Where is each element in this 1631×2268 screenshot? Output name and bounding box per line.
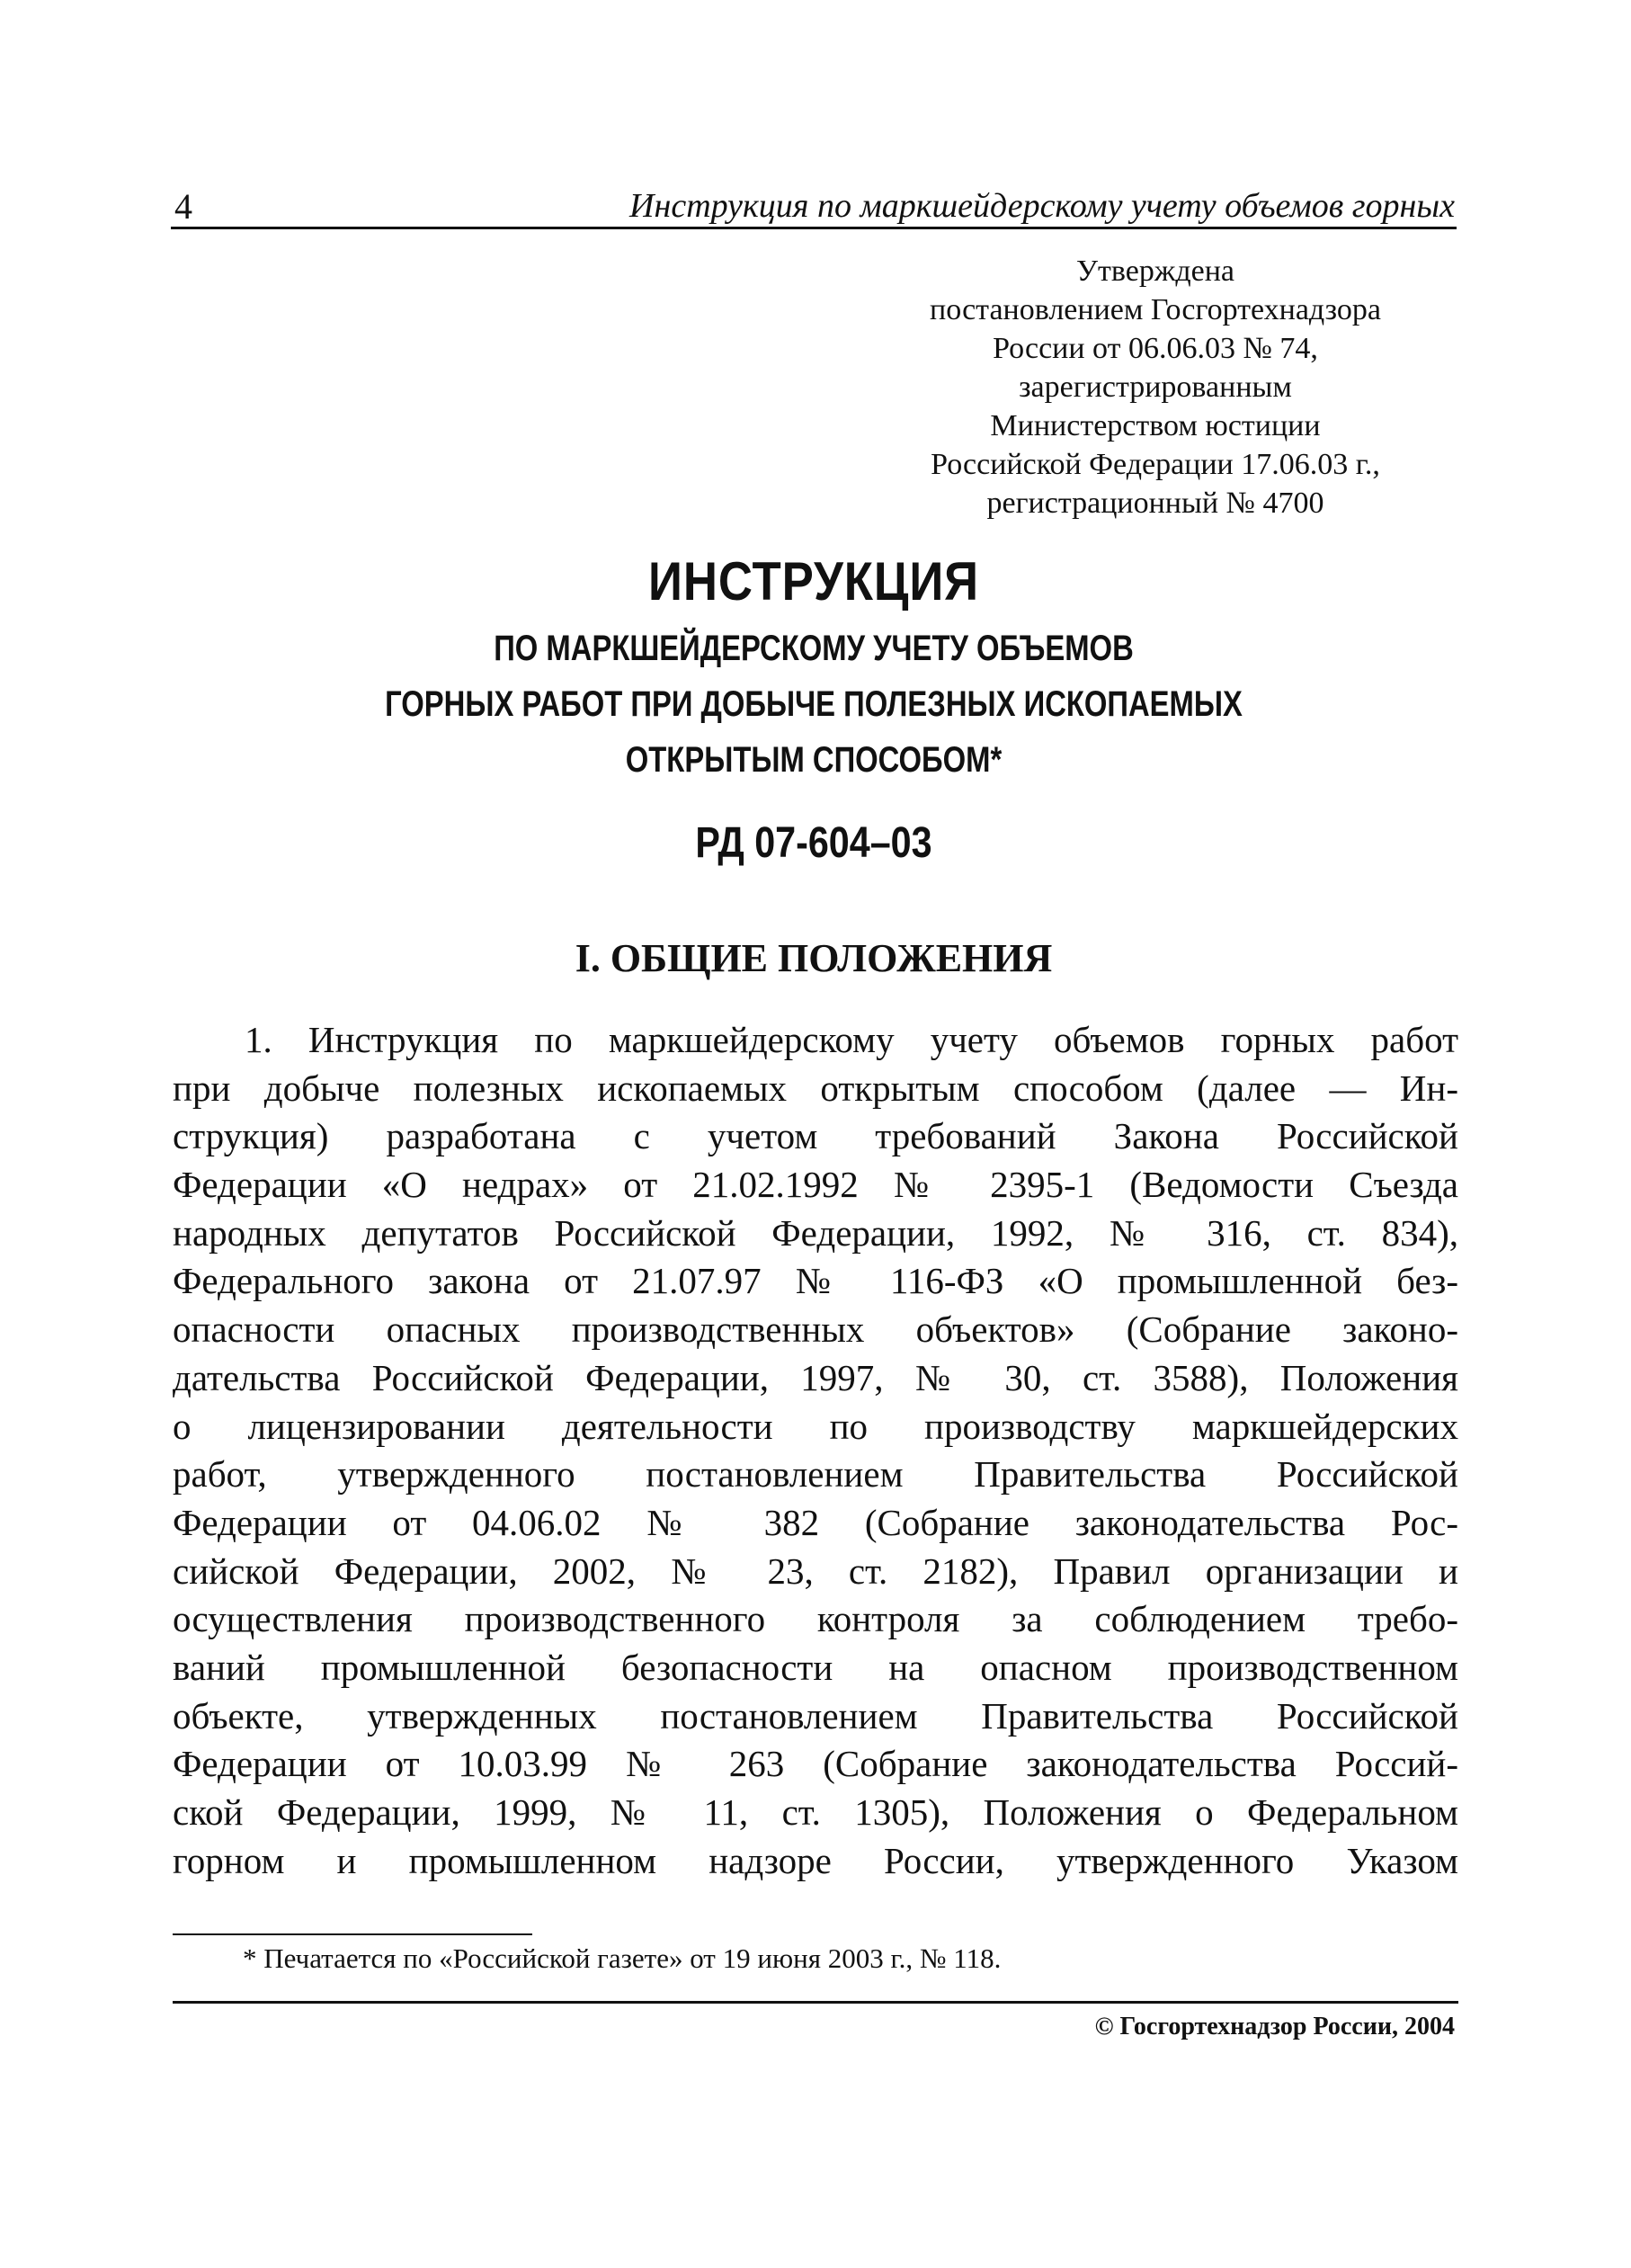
approval-line: Министерством юстиции: [990, 409, 1321, 442]
body-line: о лицензировании деятельности по производству маркшейдерских: [173, 1405, 1458, 1447]
body-line: работ, утвержденного постановлением Правительства Российской: [173, 1453, 1458, 1496]
approval-line: постановлением Госгортехнадзора: [930, 293, 1381, 326]
approval-line: Российской Федерации 17.06.03 г.,: [931, 448, 1380, 481]
body-line: горном и промышленном надзоре России, утвержденного Указом: [173, 1839, 1458, 1881]
body-line: струкция) разработана с учетом требований Закона Российской: [173, 1115, 1458, 1157]
body-line: ской Федерации, 1999, № 11, ст. 1305), Положения о Федеральном: [173, 1791, 1458, 1833]
footnote-divider: [173, 1933, 532, 1935]
copyright-notice: © Госгортехнадзор России, 2004: [1094, 2013, 1455, 2040]
body-line: 1. Инструкция по маркшейдерскому учету объемов горных работ: [245, 1019, 1458, 1060]
approval-line: регистрационный № 4700: [986, 487, 1324, 520]
running-title: Инструкция по маркшейдерскому учету объемов горных: [629, 187, 1455, 225]
body-line: объекте, утвержденных постановлением Правительства Российской: [173, 1694, 1458, 1737]
subtitle-line: ОТКРЫТЫМ СПОСОБОМ*: [625, 740, 1003, 780]
section-heading: I. ОБЩИЕ ПОЛОЖЕНИЯ: [575, 936, 1053, 980]
body-line: народных депутатов Российской Федерации, 1992, № 316, ст. 834),: [173, 1211, 1458, 1254]
approval-block: [836, 252, 1475, 522]
document-subtitle: [287, 621, 1341, 788]
approval-line: России от 06.06.03 № 74,: [993, 332, 1318, 365]
subtitle-line: ПО МАРКШЕЙДЕРСКОМУ УЧЕТУ ОБЪЕМОВ: [494, 629, 1134, 668]
body-line: осуществления производственного контроля за соблюдением требо-: [173, 1598, 1458, 1640]
body-line: при добыче полезных ископаемых открытым способом (далее — Ин-: [173, 1067, 1458, 1109]
bottom-divider: [173, 2001, 1458, 2004]
subtitle-line: ГОРНЫХ РАБОТ ПРИ ДОБЫЧЕ ПОЛЕЗНЫХ ИСКОПАЕМЫХ: [385, 684, 1243, 724]
body-line: сийской Федерации, 2002, № 23, ст. 2182), Правил организации и: [173, 1549, 1458, 1592]
footnote: * Печатается по «Российской газете» от 19 июня 2003 г., № 118.: [243, 1942, 1002, 1974]
body-line: Федерации «О недрах» от 21.02.1992 № 2395-1 (Ведомости Съезда: [173, 1164, 1458, 1206]
body-line: Федерации от 10.03.99 № 263 (Собрание законодательства Россий-: [173, 1743, 1458, 1785]
running-header: [171, 180, 1457, 229]
document-code: РД 07-604–03: [695, 819, 932, 867]
approval-line: зарегистрированным: [1019, 371, 1292, 404]
page-number: 4: [174, 186, 192, 227]
body-line: ваний промышленной безопасности на опасном производственном: [173, 1646, 1458, 1688]
document-title: ИНСТРУКЦИЯ: [647, 551, 980, 612]
body-line: Федерации от 04.06.02 № 382 (Собрание законодательства Рос-: [173, 1501, 1458, 1543]
body-line: дательства Российской Федерации, 1997, № 30, ст. 3588), Положения: [173, 1356, 1458, 1398]
approval-line: Утверждена: [1075, 254, 1235, 288]
body-line: опасности опасных производственных объектов» (Собрание законо-: [173, 1308, 1458, 1351]
body-paragraph: [173, 1016, 1458, 1885]
body-line: Федерального закона от 21.07.97 № 116-ФЗ «О промышленной без-: [173, 1260, 1458, 1302]
